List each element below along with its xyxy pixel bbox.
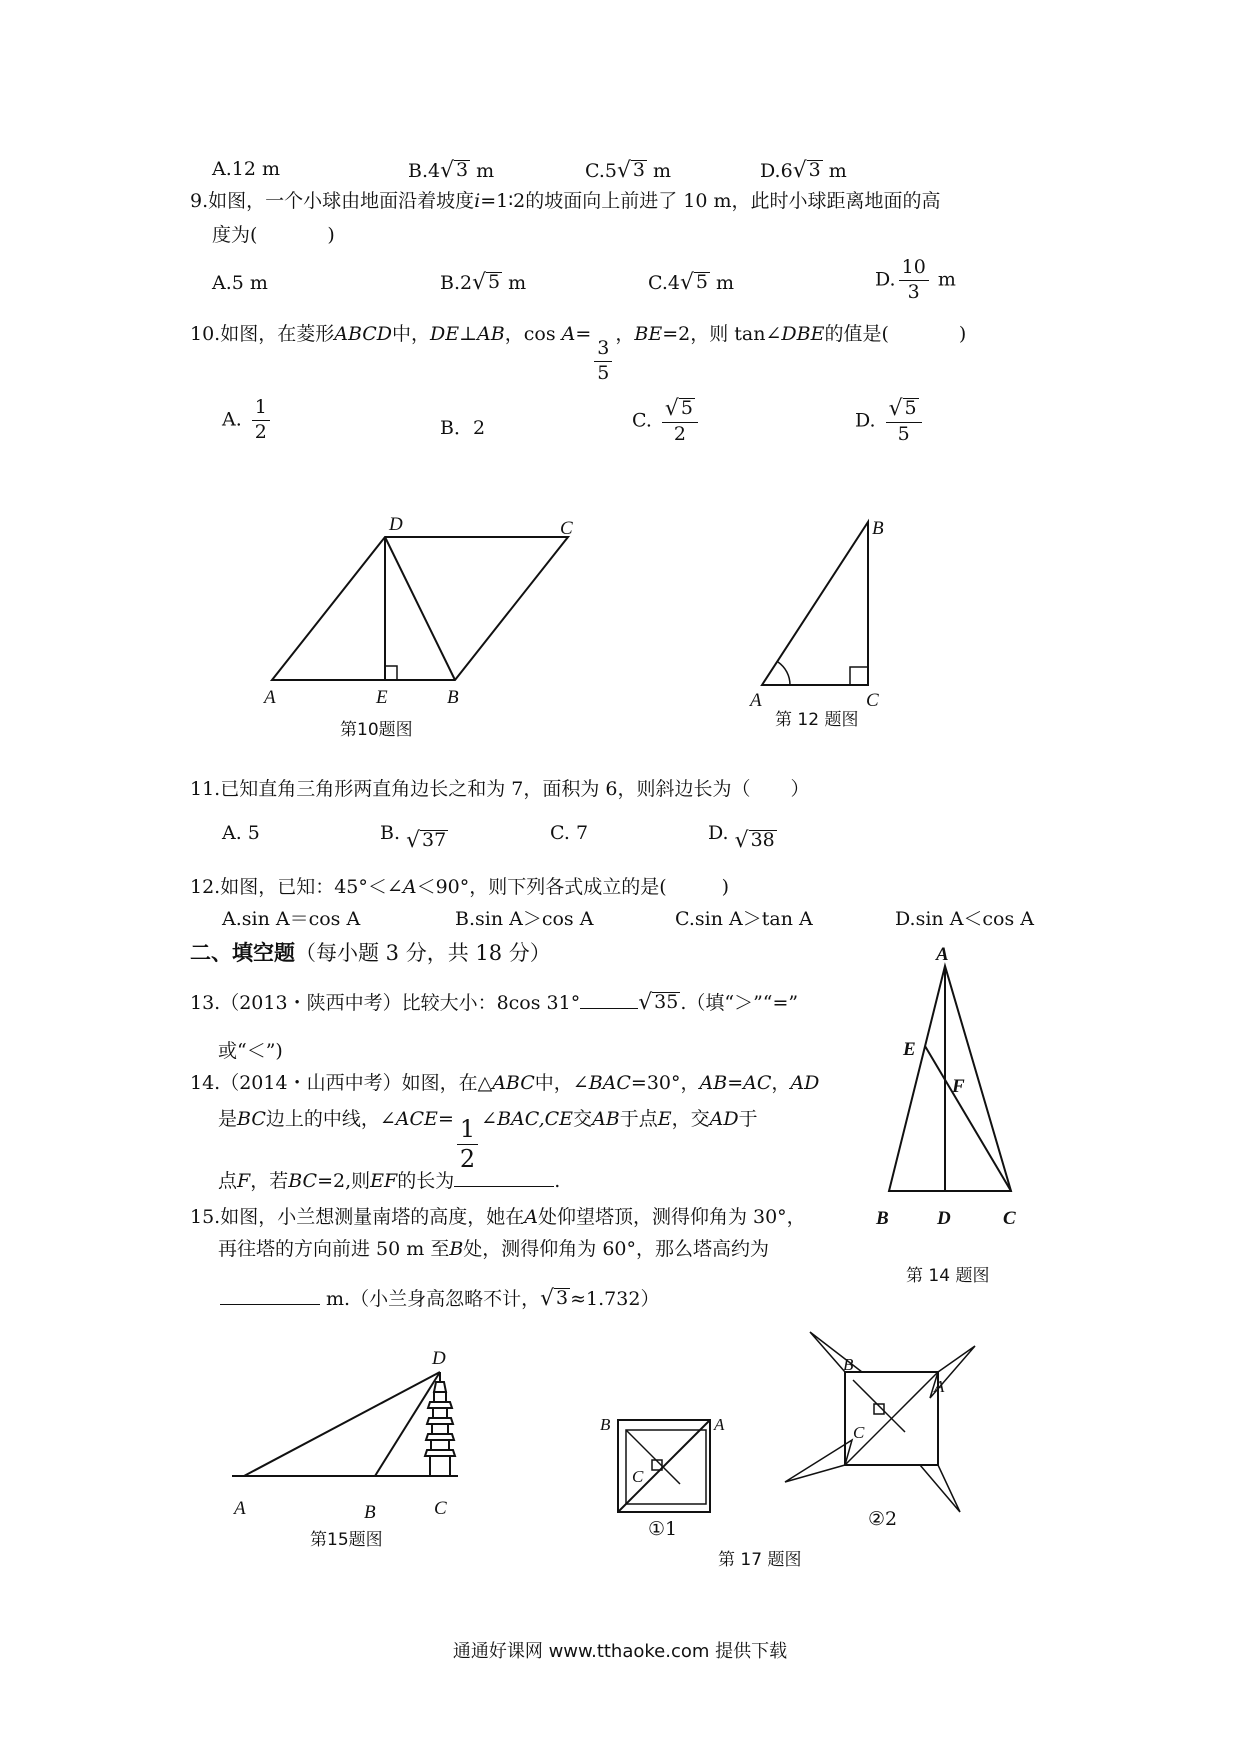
q8-option-d: D.6 √ 3 m [760,158,847,183]
q15-stem-line2: 再往塔的方向前进 50 m 至B处，测得仰角为 60°，那么塔高约为 [218,1238,770,1260]
q13-stem: 13.（2013・陕西中考）比较大小：8cos 31° √ 35 .（填“＞”“=” [190,990,799,1015]
fig14-label-a: A [936,944,949,965]
fig14-label-c: C [1003,1208,1016,1229]
fig14-label-d: D [937,1208,951,1229]
q9-option-c: C.4 √ 5 m [648,270,735,295]
fig17-1-label-b: B [600,1415,611,1434]
fig17-2-label-b: B [843,1355,854,1374]
fig14-label-f: F [952,1076,965,1097]
q10-stem: 10.如图，在菱形ABCD中，DE⊥AB，cos A= $\frac{3}{5}$ ，BE=2，则 tan∠DBE的值是( ) [190,323,967,384]
fig10-label-c: C [560,518,573,539]
fig15-caption: 第15题图 [310,1530,383,1550]
fig17-caption: 第 17 题图 [718,1550,802,1570]
fig14-label-b: B [876,1208,889,1229]
q11-stem: 11.已知直角三角形两直角边长之和为 7，面积为 6，则斜边长为（ ） [190,778,810,800]
fig12-caption: 第 12 题图 [775,710,859,730]
fig17-1-label-a: A [714,1415,725,1434]
page-footer: 通通好课网 www.tthaoke.com 提供下载 [452,1641,788,1662]
q12-option-a: A.sin A＝cos A [222,908,361,930]
fig10-label-a: A [264,687,276,708]
q10-option-d: D. √ 5 5 [855,398,925,445]
q8-option-b: B.4 √ 3 m [408,158,495,183]
q11-option-d: D. √ 38 [708,822,775,853]
q8-option-c: C.5 √ 3 m [585,158,672,183]
fig15-label-c: C [434,1498,447,1519]
q10-option-b: B．2 [440,417,486,439]
fig12-label-a: A [750,690,762,711]
fig10-label-d: D [389,514,403,535]
q9-option-d: D. $\frac{10}{3}$ m [875,256,956,303]
q14-stem-line2: 是BC边上的中线，∠ACE= $\frac{1}{2}$ ∠BAC,CE交AB于点E，交AD于 [218,1108,758,1174]
q12-option-b: B.sin A＞cos A [455,908,594,930]
fig14-label-e: E [903,1039,916,1060]
q11-option-a: A. 5 [222,822,260,844]
fig17-2-label-a: A [934,1377,945,1396]
fig10-label-e: E [376,687,388,708]
q9-stem-line1: 9.如图，一个小球由地面沿着坡度i=1∶2的坡面向上前进了 10 m，此时小球距离地面的高 [190,190,941,212]
q12-stem: 12.如图，已知：45°＜∠A＜90°，则下列各式成立的是( ) [190,876,730,898]
q15-stem-line3: m.（小兰身高忽略不计， √ 3 ≈1.732） [220,1288,659,1310]
q9-option-a: A.5 m [212,272,268,294]
fig15-label-a: A [234,1498,246,1519]
q12-option-d: D.sin A＜cos A [895,908,1035,930]
q15-stem-line1: 15.如图，小兰想测量南塔的高度，她在A处仰望塔顶，测得仰角为 30°， [190,1206,806,1228]
fig17-2-label-c: C [853,1423,865,1442]
fig10-caption: 第10题图 [340,720,413,740]
q9-option-b: B.2 √ 5 m [440,270,527,295]
pinwheel-blade-bottom [920,1465,960,1512]
q14-stem-line3: 点F，若BC=2,则EF的长为 . [218,1170,561,1192]
fig10-label-b: B [447,687,459,708]
pinwheel-blade-top [810,1332,862,1372]
q8-option-a: A.12 m [212,158,280,180]
section2-heading: 二、填空题（每小题 3 分，共 18 分） [190,940,551,965]
q11-option-c: C. 7 [550,822,589,844]
fig15-label-b: B [364,1502,376,1523]
fig17-1-label-c: C [632,1467,644,1486]
fig12-label-c: C [866,690,879,711]
q13-stem-line2: 或“＜”) [218,1040,283,1062]
q11-option-b: B. √ 37 [380,822,447,853]
q9-stem-line2: 度为( ) [212,224,335,246]
q12-option-c: C.sin A＞tan A [675,908,813,930]
fig15-label-d: D [432,1348,446,1369]
fig14-caption: 第 14 题图 [906,1266,990,1286]
pinwheel-blade-left [785,1440,852,1482]
q10-option-c: C. √ 5 2 [632,398,701,445]
fig17-sub2: ②2 [868,1508,898,1530]
q14-stem-line1: 14.（2014・山西中考）如图，在△ABC中，∠BAC=30°，AB=AC，AD [190,1072,820,1094]
fig17-sub1: ①1 [648,1518,678,1540]
q10-option-a: A. $\frac{1}{2}$ [222,398,273,443]
fig12-label-b: B [872,518,884,539]
